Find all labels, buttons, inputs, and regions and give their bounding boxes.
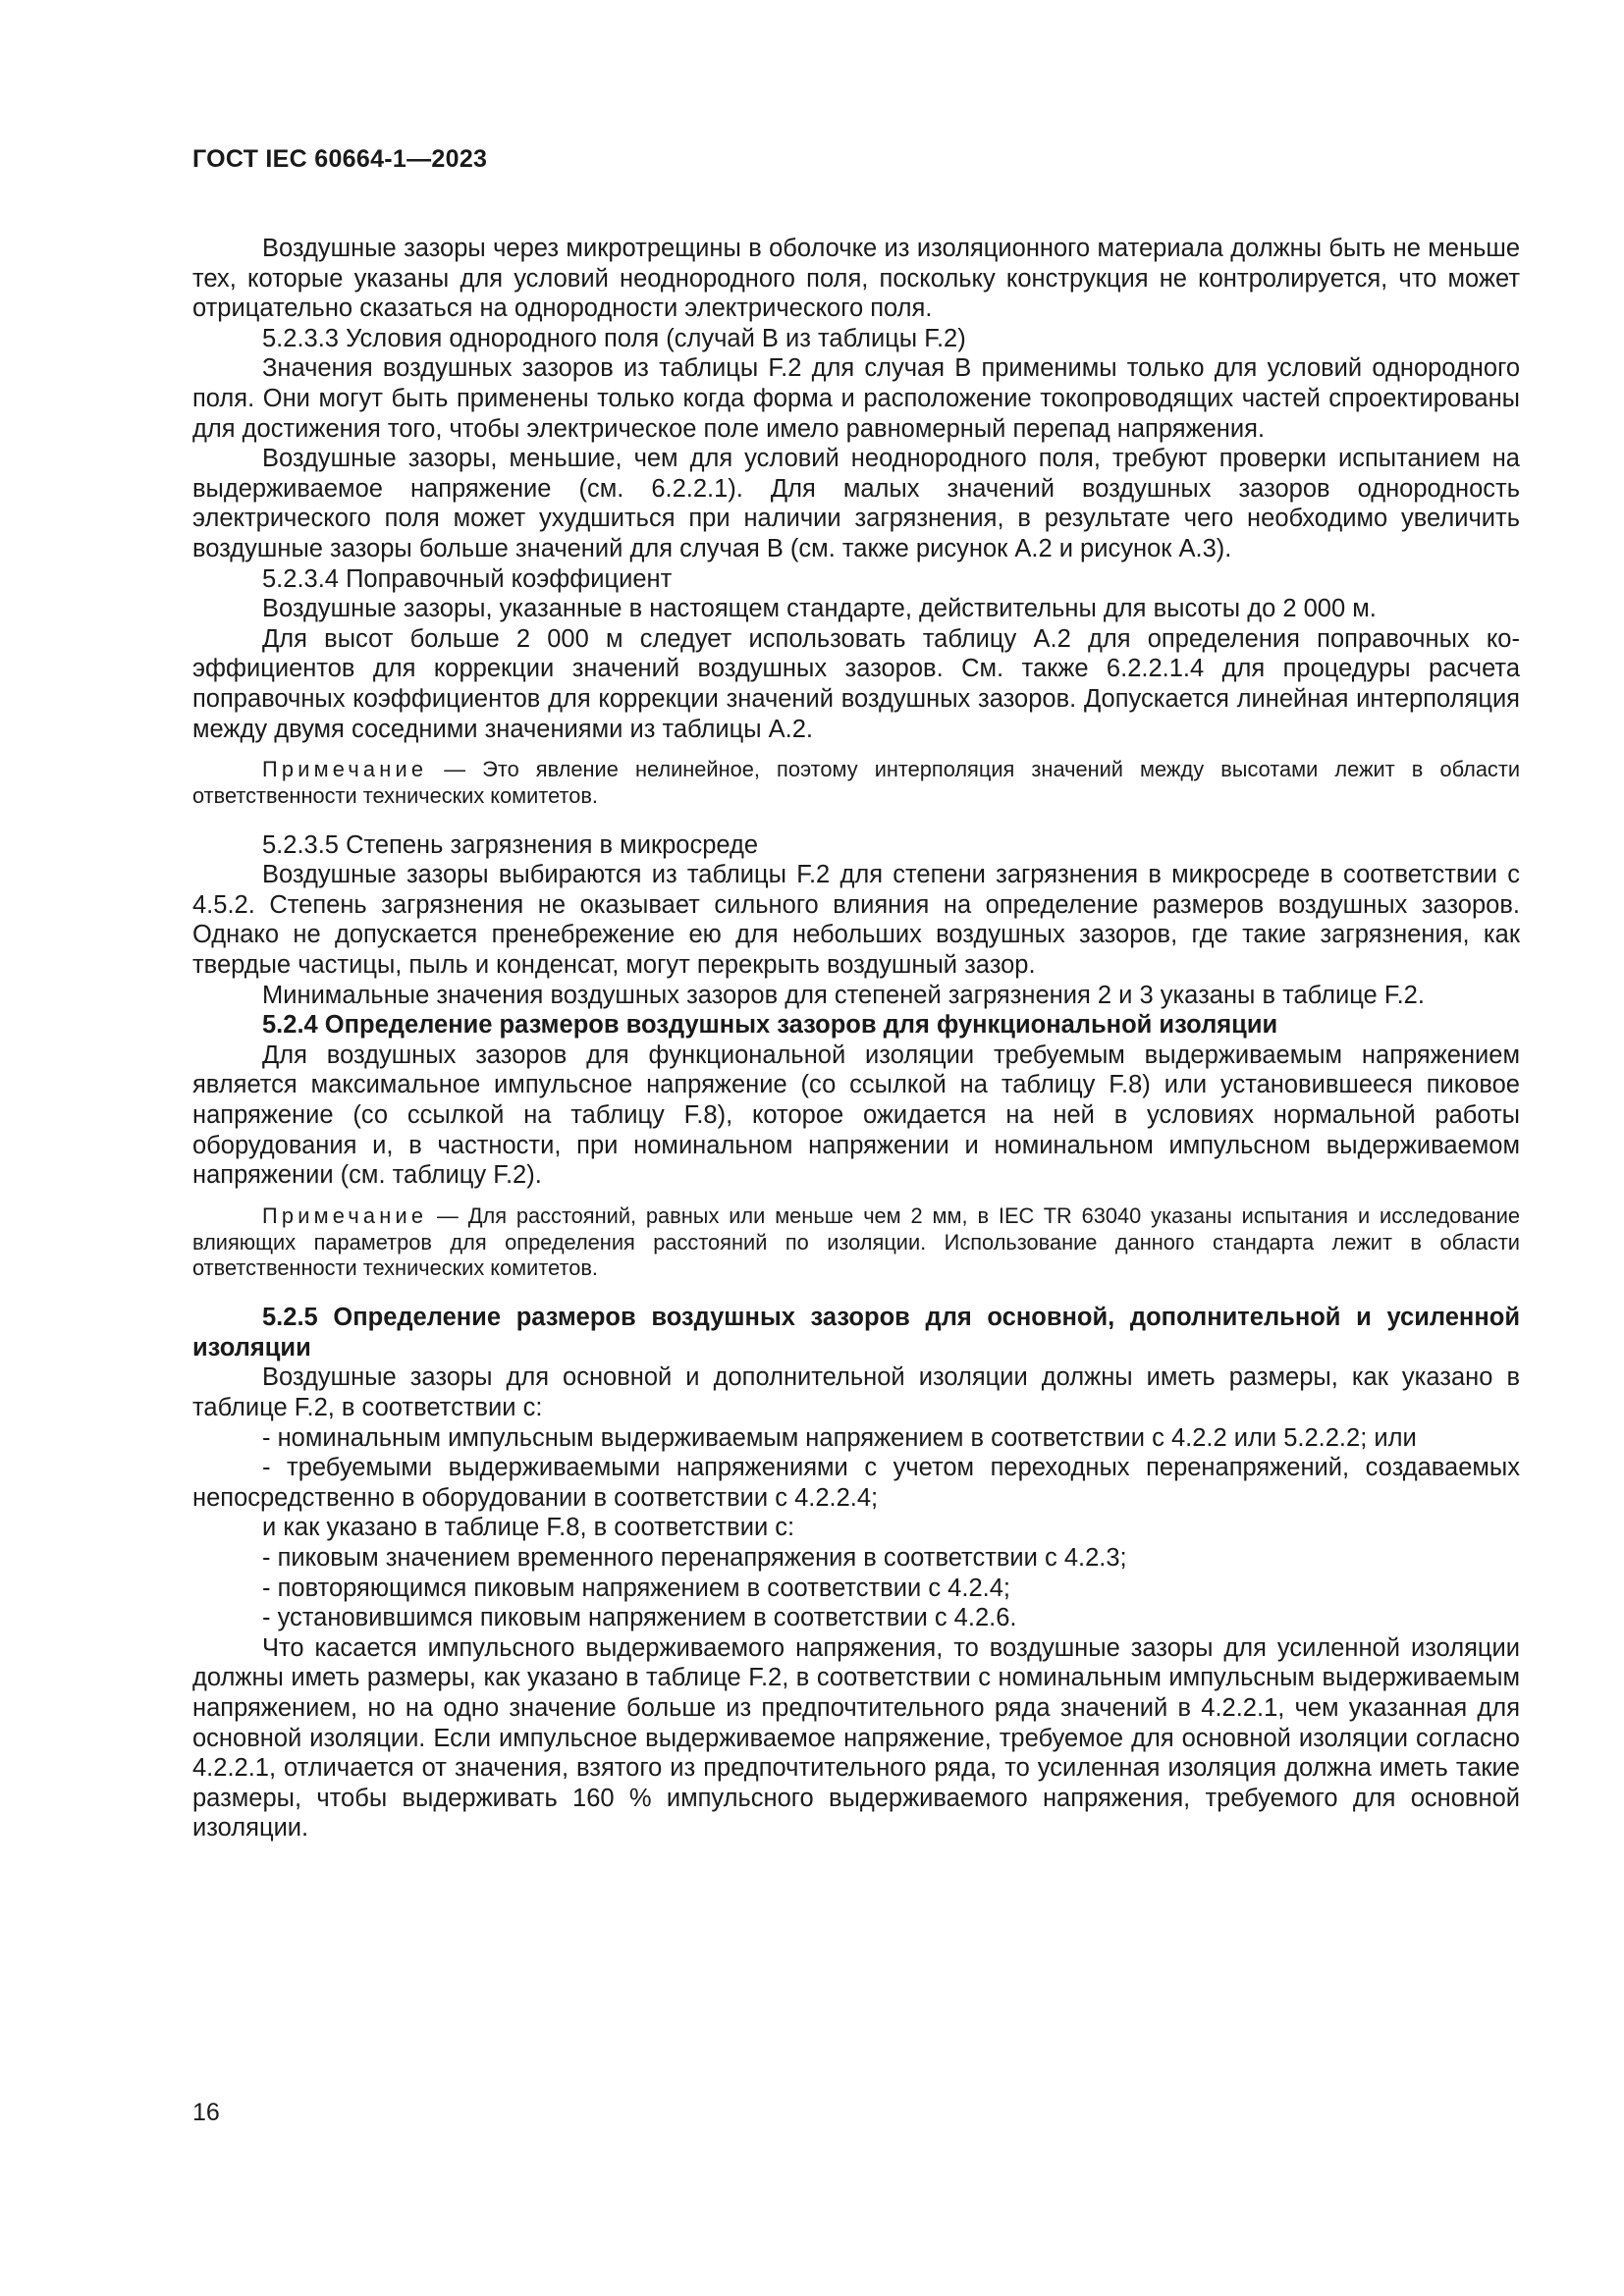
list-item: - установившимся пиковым напряжением в соответствии с 4.2.6.: [262, 1604, 1017, 1632]
paragraph: Минимальные значения воздушных зазоров для степеней загрязнения 2 и 3 указаны в таблице F.2.: [262, 981, 1425, 1009]
subsection-heading-5-2-3-3: 5.2.3.3 Условия однородного поля (случай В из таблицы F.2): [262, 324, 966, 352]
list-item: - повторяющимся пиковым напряжением в соответствии с 4.2.4;: [262, 1574, 1010, 1602]
paragraph: Воздушные зазоры через микротрещины в оболочке из изоляционного материала должны быть не меньше тех, которые указаны для условий неоднородного поля, поскольку конструкция не контролируется, что может отрицательно сказаться на однородности электрического поля.: [192, 235, 1520, 323]
paragraph: Что касается импульсного выдерживаемого напряжения, то воздушные зазоры для усиленной изоляции должны иметь размеры, как указано в таблице F.2, в соответствии с номинальным импульсным выдерживаемым напряжением, но на одно значение больше из предпочтительного ряда значений в 4.2.2.1, чем указанная для основной изоляции. Если импульсное выдерживаемое напряжение, требуемое для основной изоляции согласно 4.2.2.1, отличается от значения, взятого из предпочтительного ряда, то усиленная изоляция должна иметь такие размеры, чтобы выдерживать 160 % импульсного выдерживаемого напряжения, требуемого для основной изоляции.: [192, 1633, 1520, 1842]
paragraph: Для высот больше 2 000 м следует использовать таблицу А.2 для определения поправочных коэффициентов для коррекции значений воздушных зазоров. См. также 6.2.2.1.4 для процедуры расчета поправочных коэффициентов для коррекции значений воздушных зазоров. Допускается линейная интерполяция между двумя соседними значениями из таблицы А.2.: [192, 624, 1520, 743]
note-label: Примечание: [262, 757, 428, 782]
paragraph: и как указано в таблице F.8, в соответствии с:: [262, 1514, 795, 1542]
paragraph: Воздушные зазоры, указанные в настоящем стандарте, действительны для высоты до 2 000 м.: [262, 595, 1377, 623]
paragraph: Воздушные зазоры выбираются из таблицы F.2 для степени загрязнения в микросреде в соответствии с 4.5.2. Степень загрязнения не оказывает сильного влияния на определение размеров воздушных зазоров. Однако не допускается пренебрежение ею для небольших воздушных зазоров, где такие загрязнения, как твердые частицы, пыль и конденсат, могут перекрыть воздушный зазор.: [192, 861, 1520, 980]
paragraph: Воздушные зазоры для основной и дополнительной изоляции должны иметь размеры, как указано в таблице F.2, в соответствии с:: [192, 1363, 1520, 1421]
document-page: [192, 147, 1520, 1843]
note-text: — Для расстояний, равных или меньше чем 2 мм, в IEC TR 63040 указаны испытания и исследование влияющих параметров для определения расстояний по изоляции. Использование данного стандарта лежит в области ответственности технических комитетов.: [192, 1202, 1520, 1281]
subsection-heading-5-2-3-5: 5.2.3.5 Степень загрязнения в микросреде: [262, 830, 759, 859]
list-item: - номинальным импульсным выдерживаемым напряжением в соответствии с 4.2.2 или 5.2.2.2; или: [262, 1423, 1417, 1452]
paragraph: Значения воздушных зазоров из таблицы F.2 для случая В применимы только для условий однородного поля. Они могут быть применены только когда форма и расположение токопроводящих частей спроектированы для достижения того, чтобы электрическое поле имело равномерный перепад напряжения.: [192, 354, 1520, 443]
note-text: — Это явление нелинейное, поэтому интерполяция значений между высотами лежит в области ответственности технических комитетов.: [192, 757, 1520, 808]
section-heading-5-2-5: 5.2.5 Определение размеров воздушных зазоров для основной, дополнительной и усиленной изоляции: [192, 1304, 1520, 1362]
subsection-heading-5-2-3-4: 5.2.3.4 Поправочный коэффициент: [262, 564, 673, 593]
list-item: - пиковым значением временного перенапряжения в соответствии с 4.2.3;: [262, 1543, 1127, 1572]
paragraph: Воздушные зазоры, меньшие, чем для условий неоднородного поля, требуют проверки испытанием на выдерживаемое напряжение (см. 6.2.2.1). Для малых значений воздушных зазоров однородность электрического поля может ухудшиться при наличии загрязнения, в результате чего необходимо увеличить воздушные зазоры больше значений для случая В (см. также рисунок А.2 и рисунок А.3).: [192, 445, 1520, 562]
page-number: 16: [192, 2099, 220, 2126]
note: [192, 1203, 1520, 1282]
note-label: Примечание: [262, 1202, 428, 1228]
paragraph: Для воздушных зазоров для функциональной изоляции требуемым выдерживаемым напряжением является максимальное импульсное напряжение (со ссылкой на таблицу F.8) или установившееся пиковое напряжение (со ссылкой на таблицу F.8), которое ожидается на ней в условиях нормальной работы оборудования и, в частности, при номинальном напряжении и номинальном импульсном выдерживаемом напряжении (см. таблицу F.2).: [192, 1041, 1520, 1190]
list-item: - требуемыми выдерживаемыми напряжениями с учетом переходных перенапряжений, создаваемых непосредственно в оборудовании в соответствии с 4.2.2.4;: [192, 1454, 1520, 1512]
section-heading-5-2-4: 5.2.4 Определение размеров воздушных зазоров для функциональной изоляции: [262, 1011, 1278, 1040]
note: [192, 757, 1520, 810]
document-header: ГОСТ IEC 60664-1—2023: [192, 145, 488, 173]
